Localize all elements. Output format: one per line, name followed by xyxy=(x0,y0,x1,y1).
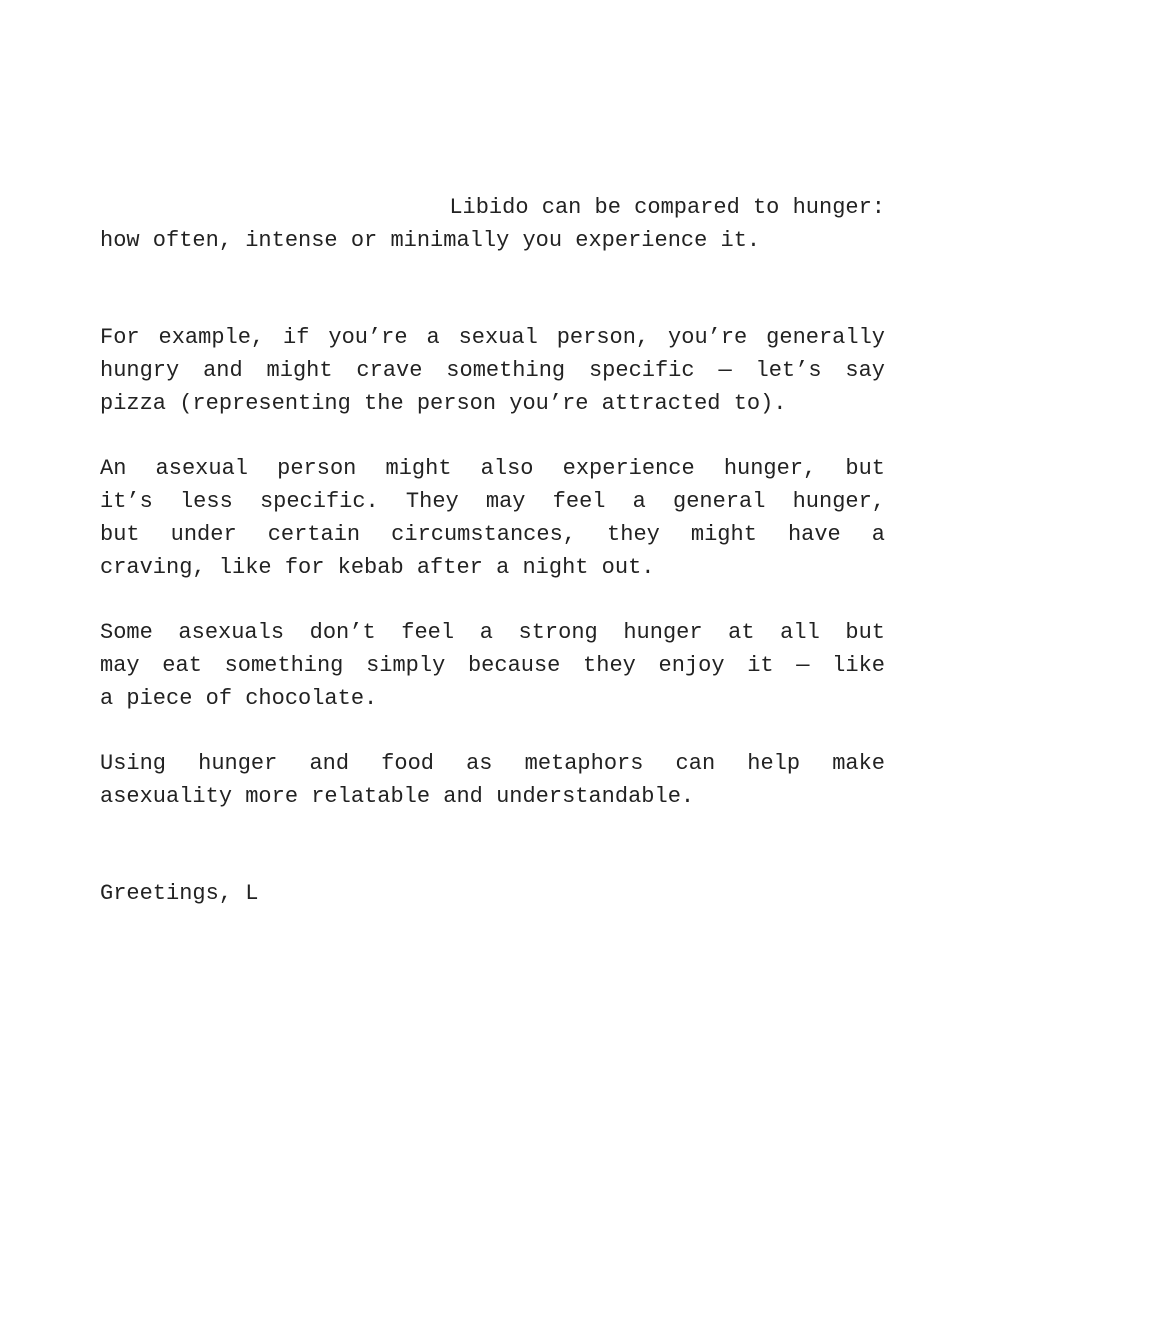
intro-line-1: Libido can be compared to hunger: xyxy=(449,195,885,220)
paragraph-line: craving, like for kebab after a night out. xyxy=(100,555,655,580)
paragraph-line: may eat something simply because they enjoy it — like xyxy=(100,653,885,678)
paragraph-metaphor xyxy=(100,747,885,813)
spacer xyxy=(100,813,885,877)
paragraph-line: hungry and might crave something specific — let’s say xyxy=(100,358,885,383)
paragraph-no-hunger xyxy=(100,616,885,715)
paragraph-line: For example, if you’re a sexual person, you’re generally xyxy=(100,325,885,350)
signature xyxy=(100,877,885,910)
paragraph-line: asexuality more relatable and understandable. xyxy=(100,784,695,809)
intro-line-2: how often, intense or minimally you experience it. xyxy=(100,228,761,253)
paragraph-line: Using hunger and food as metaphors can help make xyxy=(100,751,885,776)
signature-line: Greetings, L xyxy=(100,881,259,906)
spacer xyxy=(100,584,885,616)
spacer xyxy=(100,257,885,321)
paragraph-line: a piece of chocolate. xyxy=(100,686,378,711)
paragraph-line: but under certain circumstances, they might have a xyxy=(100,522,885,547)
spacer xyxy=(100,715,885,747)
intro-paragraph xyxy=(100,191,885,257)
paragraph-line: Some asexuals don’t feel a strong hunger at all but xyxy=(100,620,885,645)
paragraph-asexual-example xyxy=(100,452,885,584)
paragraph-line: pizza (representing the person you’re attracted to). xyxy=(100,391,787,416)
document-body xyxy=(100,191,885,910)
spacer xyxy=(100,420,885,452)
paragraph-sexual-example xyxy=(100,321,885,420)
paragraph-line: it’s less specific. They may feel a general hunger, xyxy=(100,489,885,514)
paragraph-line: An asexual person might also experience hunger, but xyxy=(100,456,885,481)
